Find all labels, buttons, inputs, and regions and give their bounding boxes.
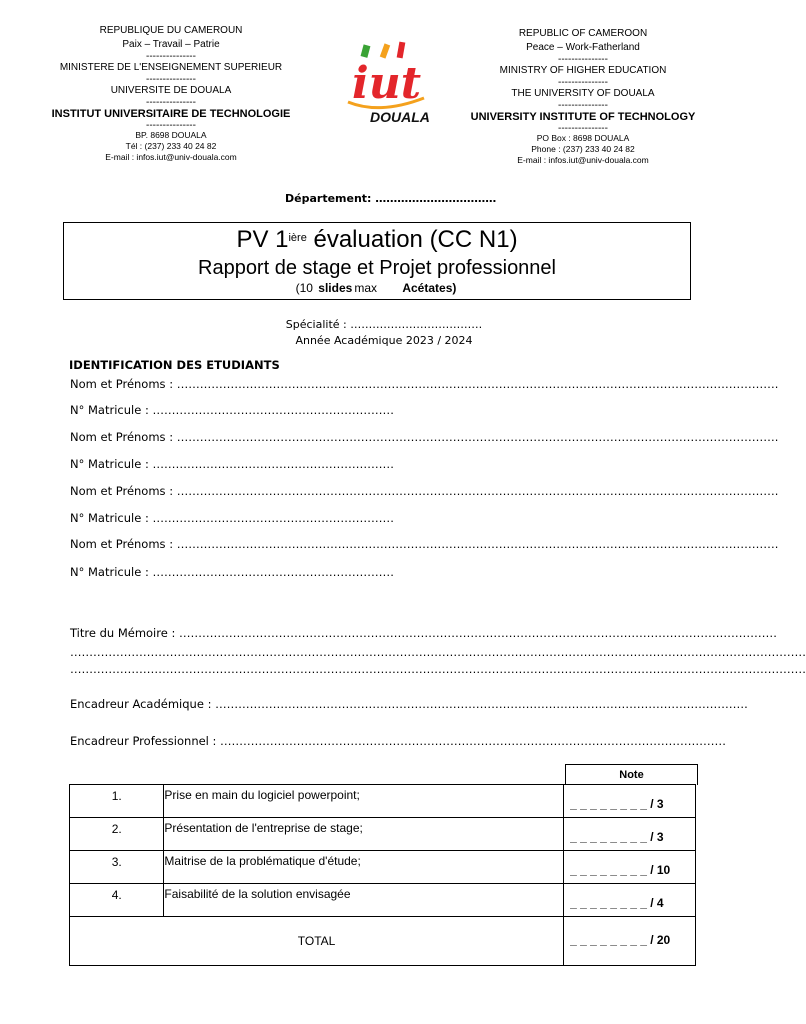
address-fr: BP. 8698 DOUALA: [135, 130, 207, 140]
note-value: _ _ _ _ _ _ _ _ / 3: [570, 797, 664, 811]
separator: ---------------: [558, 100, 608, 111]
table-row: [70, 818, 696, 851]
student-name-field[interactable]: Nom et Prénoms : ………………………………………………………………………………………………………………………………………….: [70, 484, 779, 498]
university-fr: UNIVERSITE DE DOUALA: [110, 85, 232, 96]
separator: ---------------: [146, 74, 196, 85]
annee-academique: Année Académique 2023 / 2024: [295, 334, 473, 347]
right-header: [470, 27, 696, 166]
note-cell[interactable]: [564, 818, 696, 851]
departement-field[interactable]: Département: ……………………………: [285, 192, 497, 205]
student-name-field[interactable]: Nom et Prénoms : ………………………………………………………………………………………………………………………………………….: [70, 377, 779, 391]
student-matricule-field[interactable]: N° Matricule : ………………………………………………………: [70, 511, 394, 525]
encadreur-professionnel-field[interactable]: Encadreur Professionnel : ……………………………………………………………………………………………………………………: [70, 734, 727, 748]
country-en: REPUBLIC OF CAMEROON: [518, 28, 648, 39]
criterion-label: Faisabilité de la solution envisagée: [164, 887, 351, 901]
student-matricule-field[interactable]: N° Matricule : ………………………………………………………: [70, 403, 394, 417]
evaluation-table: [69, 764, 698, 972]
table-row: [70, 851, 696, 884]
slides-note: (10 slides max Acétates): [295, 281, 457, 295]
student-matricule-field[interactable]: N° Matricule : ………………………………………………………: [70, 565, 394, 579]
motto-en: Peace – Work-Fatherland: [526, 42, 640, 53]
separator: ---------------: [558, 54, 608, 65]
address-en: PO Box : 8698 DOUALA: [536, 133, 630, 143]
criterion-number: 3.: [70, 851, 164, 884]
note-value: _ _ _ _ _ _ _ _ / 10: [570, 863, 671, 877]
phone-fr: Tél : (237) 233 40 24 82: [125, 141, 217, 151]
separator: ---------------: [146, 120, 196, 131]
ministry-en: MINISTRY OF HIGHER EDUCATION: [499, 65, 667, 76]
student-name-field[interactable]: Nom et Prénoms : ………………………………………………………………………………………………………………………………………….: [70, 430, 779, 444]
page-subtitle: Rapport de stage et Projet professionnel: [198, 257, 556, 279]
note-cell[interactable]: [564, 884, 696, 917]
note-cell[interactable]: [564, 785, 696, 818]
grading-grid: [69, 784, 696, 966]
criterion-number: 2.: [70, 818, 164, 851]
total-note-cell[interactable]: [564, 917, 696, 966]
memoire-title-continuation[interactable]: …………………………………………………………………………………………………………………………………………………………………………: [70, 645, 806, 659]
total-row: [70, 917, 696, 966]
identification-title: IDENTIFICATION DES ETUDIANTS: [69, 358, 280, 372]
university-en: THE UNIVERSITY OF DOUALA: [511, 88, 655, 99]
note-cell[interactable]: [564, 851, 696, 884]
note-value: _ _ _ _ _ _ _ _ / 4: [570, 896, 664, 910]
left-header: [50, 24, 292, 163]
phone-en: Phone : (237) 233 40 24 82: [531, 144, 635, 154]
encadreur-academique-field[interactable]: Encadreur Académique : ………………………………………………………………………………………………………………………….: [70, 697, 748, 711]
page-title: PV $1^{ière}$ évaluation (CC N1): [236, 226, 518, 253]
table-row: [70, 785, 696, 818]
svg-text:iut: iut: [352, 58, 422, 109]
criterion-label: Présentation de l'entreprise de stage;: [164, 821, 363, 835]
separator: ---------------: [558, 77, 608, 88]
separator: ---------------: [558, 123, 608, 134]
svg-text:DOUALA: DOUALA: [370, 109, 430, 125]
student-matricule-field[interactable]: N° Matricule : ………………………………………………………: [70, 457, 394, 471]
student-name-field[interactable]: Nom et Prénoms : ………………………………………………………………………………………………………………………………………….: [70, 537, 779, 551]
separator: ---------------: [146, 97, 196, 108]
iut-douala-logo: [340, 40, 430, 130]
criterion-label: Prise en main du logiciel powerpoint;: [164, 788, 360, 802]
specialite-field[interactable]: Spécialité : ………………………………: [285, 318, 483, 331]
title-box: [63, 222, 691, 300]
table-row: [70, 884, 696, 917]
email-en: E-mail : infos.iut@univ-douala.com: [517, 155, 649, 165]
memoire-title-continuation[interactable]: …………………………………………………………………………………………………………………………………………………………………………: [70, 662, 806, 676]
total-note-value: _ _ _ _ _ _ _ _ / 20: [570, 933, 671, 947]
note-column-header: Note: [565, 764, 698, 785]
institute-en: UNIVERSITY INSTITUTE OF TECHNOLOGY: [470, 111, 696, 123]
total-label: TOTAL: [70, 917, 564, 966]
memoire-title-field[interactable]: Titre du Mémoire : …………………………………………………………………………………………………………………………………………: [70, 626, 777, 640]
criterion-number: 4.: [70, 884, 164, 917]
country-fr: REPUBLIQUE DU CAMEROUN: [99, 25, 243, 36]
email-fr: E-mail : infos.iut@univ-douala.com: [105, 152, 237, 162]
ministry-fr: MINISTERE DE L'ENSEIGNEMENT SUPERIEUR: [59, 62, 283, 73]
criterion-label: Maitrise de la problématique d'étude;: [164, 854, 361, 868]
separator: ---------------: [146, 51, 196, 62]
note-value: _ _ _ _ _ _ _ _ / 3: [570, 830, 664, 844]
criterion-number: 1.: [70, 785, 164, 818]
motto-fr: Paix – Travail – Patrie: [122, 39, 220, 50]
institute-fr: INSTITUT UNIVERSITAIRE DE TECHNOLOGIE: [51, 108, 291, 120]
